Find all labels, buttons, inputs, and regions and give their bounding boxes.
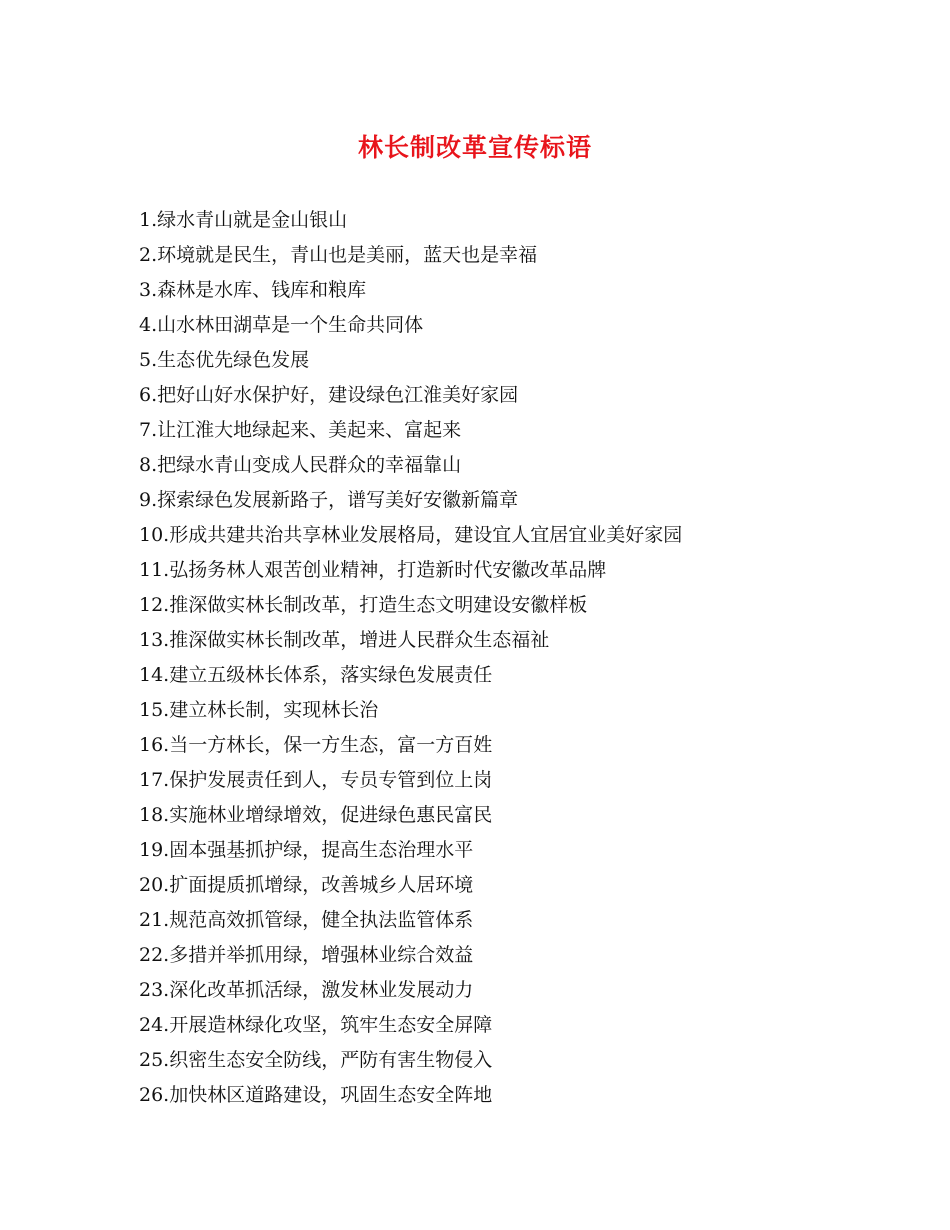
list-item: 10.形成共建共治共享林业发展格局，建设宜人宜居宜业美好家园 [139, 524, 683, 546]
list-item: 26.加快林区道路建设，巩固生态安全阵地 [139, 1084, 493, 1106]
document-title: 林长制改革宣传标语 [357, 133, 592, 162]
list-item: 1.绿水青山就是金山银山 [139, 209, 348, 231]
list-item: 9.探索绿色发展新路子，谱写美好安徽新篇章 [139, 489, 519, 511]
list-item: 20.扩面提质抓增绿，改善城乡人居环境 [139, 874, 474, 896]
list-item: 12.推深做实林长制改革，打造生态文明建设安徽样板 [139, 594, 588, 616]
list-item: 2.环境就是民生，青山也是美丽，蓝天也是幸福 [139, 244, 538, 266]
list-item: 5.生态优先绿色发展 [139, 349, 310, 371]
list-item: 19.固本强基抓护绿，提高生态治理水平 [139, 839, 474, 861]
list-item: 6.把好山好水保护好，建设绿色江淮美好家园 [139, 384, 519, 406]
list-item: 16.当一方林长，保一方生态，富一方百姓 [139, 734, 493, 756]
list-item: 15.建立林长制，实现林长治 [139, 699, 379, 721]
list-item: 18.实施林业增绿增效，促进绿色惠民富民 [139, 804, 493, 826]
list-item: 7.让江淮大地绿起来、美起来、富起来 [139, 419, 462, 441]
list-item: 23.深化改革抓活绿，激发林业发展动力 [139, 979, 474, 1001]
list-item: 17.保护发展责任到人，专员专管到位上岗 [139, 769, 493, 791]
list-item: 4.山水林田湖草是一个生命共同体 [139, 314, 424, 336]
list-item: 25.织密生态安全防线，严防有害生物侵入 [139, 1049, 493, 1071]
list-item: 22.多措并举抓用绿，增强林业综合效益 [139, 944, 474, 966]
list-item: 14.建立五级林长体系，落实绿色发展责任 [139, 664, 493, 686]
list-item: 13.推深做实林长制改革，增进人民群众生态福祉 [139, 629, 550, 651]
list-item: 21.规范高效抓管绿，健全执法监管体系 [139, 909, 474, 931]
slogan-list [139, 203, 682, 1113]
list-item: 8.把绿水青山变成人民群众的幸福靠山 [139, 454, 462, 476]
list-item: 11.弘扬务林人艰苦创业精神，打造新时代安徽改革品牌 [139, 559, 607, 581]
list-item: 24.开展造林绿化攻坚，筑牢生态安全屏障 [139, 1014, 493, 1036]
list-item: 3.森林是水库、钱库和粮库 [139, 279, 367, 301]
